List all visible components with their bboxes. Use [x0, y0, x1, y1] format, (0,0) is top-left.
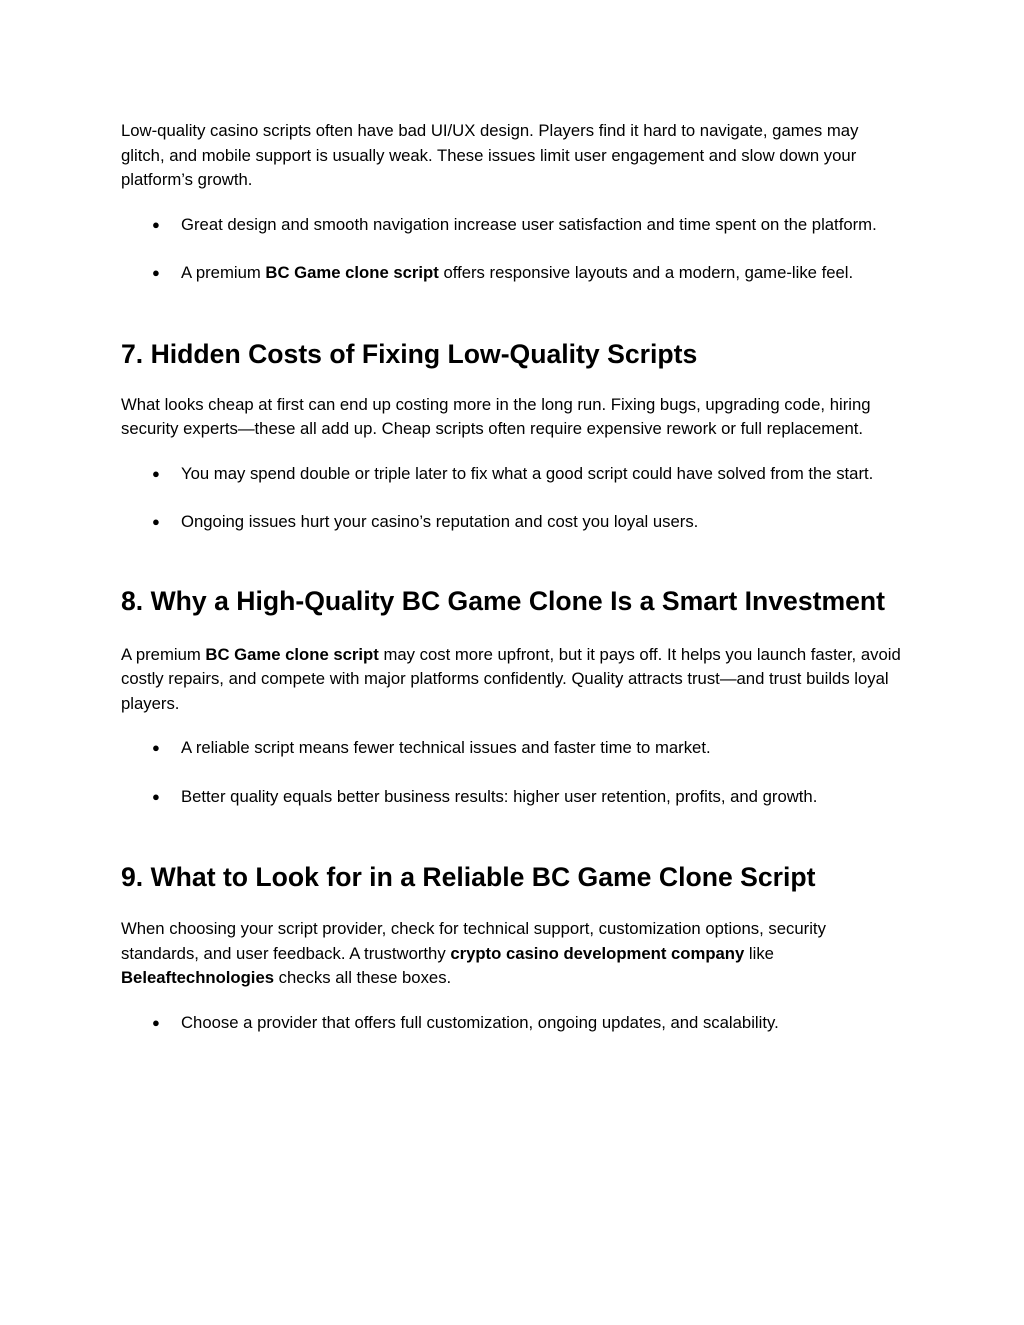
- list-item: [121, 261, 906, 286]
- paragraph-text-post: checks all these boxes.: [274, 968, 452, 987]
- section-7-heading: 7. Hidden Costs of Fixing Low-Quality Scripts: [121, 338, 698, 369]
- list-item-bold-term: BC Game clone script: [265, 263, 439, 282]
- list-item-text: You may spend double or triple later to fix what a good script could have solved from the start.: [181, 463, 874, 483]
- bullet-icon: ●: [152, 265, 160, 280]
- section-9-paragraph: [121, 917, 906, 991]
- list-item-text-pre: A premium: [181, 263, 266, 282]
- section-8-paragraph: [121, 643, 906, 717]
- bullet-icon: ●: [152, 740, 160, 755]
- paragraph-text-pre: A premium: [121, 644, 206, 664]
- list-item: [121, 736, 906, 761]
- list-item-text-post: offers responsive layouts and a modern, game-like feel.: [438, 263, 854, 282]
- section-9-bullet-list: [121, 1011, 906, 1036]
- paragraph-bold-company: Beleaftechnologies: [121, 968, 275, 987]
- list-item-text: Better quality equals better business results: higher user retention, profits, and growth.: [181, 786, 818, 806]
- paragraph-text-mid: like: [744, 943, 774, 963]
- paragraph-bold-term: crypto casino development company: [450, 943, 745, 963]
- section-8-bullet-list: [121, 736, 906, 809]
- section-7-paragraph: What looks cheap at first can end up costing more in the long run. Fixing bugs, upgrading code, hiring security experts—these all add up. Cheap scripts often require expensive rework or full replacement.: [121, 394, 871, 438]
- list-item-text: Great design and smooth navigation increase user satisfaction and time spent on the platform.: [181, 214, 877, 234]
- document-page: [121, 119, 906, 1035]
- list-item: [121, 213, 906, 238]
- list-item: [121, 462, 906, 487]
- list-item-text: Ongoing issues hurt your casino’s reputation and cost you loyal users.: [181, 512, 699, 531]
- list-item-text: Choose a provider that offers full customization, ongoing updates, and scalability.: [181, 1012, 779, 1032]
- bullet-icon: ●: [152, 216, 160, 232]
- list-item: [121, 1011, 906, 1036]
- paragraph-text-post: may cost more upfront, but it pays off. It helps you launch faster, avoid costly repairs, and compete with major platforms confidently. Quality attracts trust—and trust builds loyal players.: [121, 644, 901, 713]
- section-7-bullet-list: [121, 462, 906, 535]
- section-9-heading: 9. What to Look for in a Reliable BC Game Clone Script: [121, 862, 816, 892]
- section-8-heading: 8. Why a High-Quality BC Game Clone Is a Smart Investment: [121, 585, 886, 616]
- list-item-text: A reliable script means fewer technical issues and faster time to market.: [181, 738, 711, 757]
- intro-paragraph: Low-quality casino scripts often have bad UI/UX design. Players find it hard to navigate, games may glitch, and mobile support is usually weak. These issues limit user engagement and slow down your platform’s growth.: [121, 121, 859, 189]
- paragraph-bold-term: BC Game clone script: [205, 644, 379, 664]
- bullet-icon: ●: [152, 788, 160, 804]
- paragraph-text-pre: When choosing your script provider, check for technical support, customization options, security standards, and user feedback. A trustworthy: [121, 919, 826, 963]
- list-item: [121, 785, 906, 810]
- bullet-icon: ●: [152, 1014, 160, 1030]
- bullet-icon: ●: [152, 514, 160, 529]
- bullet-icon: ●: [152, 465, 160, 481]
- list-item: [121, 510, 906, 535]
- intro-bullet-list: [121, 213, 906, 286]
